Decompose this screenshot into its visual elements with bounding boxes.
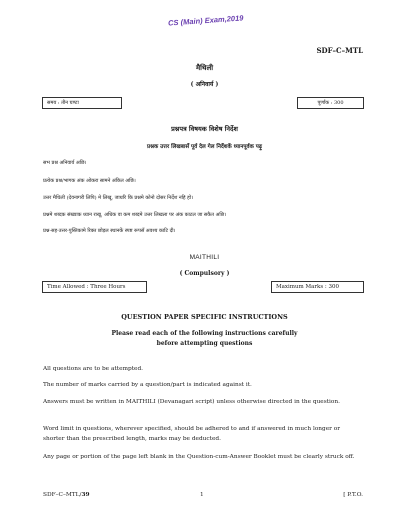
footer-pto: [ P.T.O. <box>343 492 363 498</box>
english-instruction-para: All questions are to be attempted. <box>43 366 144 372</box>
english-instructions-subheading-1: Please read each of the following instructions carefully <box>111 330 298 337</box>
exam-stamp: CS (Main) Exam,2019 <box>167 13 244 28</box>
footer-code-text: SDF–C–MTL/ <box>43 492 82 498</box>
english-time-box: Time Allowed : Three Hours <box>42 281 147 293</box>
hindi-subject-title: मैथिली <box>195 63 214 72</box>
hindi-instruction-line: प्रत्येक प्रश्न/भागक अंक ओकरा सामने अंकित अछि। <box>43 178 136 184</box>
english-instruction-para: Answers must be written in MAITHILI (Devanagari script) unless otherwise directed in the question. <box>43 399 340 405</box>
hindi-instructions-subheading: प्रश्नक उत्तर लिखबासँ पूर्व देल गेल निर्देशकें ध्यानपूर्वक पढ़ू <box>147 144 262 150</box>
hindi-instruction-line: प्रश्नमे शब्दक संख्याक ध्यान राखू, अधिक वा कम शब्दमे उत्तर लिखला पर अंक काटल जा सकैत अछि। <box>43 212 227 218</box>
english-compulsory-label: ( Compulsory ) <box>179 270 230 277</box>
english-marks-box: Maximum Marks : 300 <box>271 281 364 293</box>
hindi-compulsory-label: ( अनिवार्य ) <box>190 81 219 88</box>
english-instructions-subheading-2: before attempting questions <box>156 340 253 347</box>
hindi-instruction-line: प्रश्न-सह-उत्तर-पुस्तिकामे रिक्त छोड़ल स्थानकें स्पष्ट रूपसँ अवश्य काटि दी। <box>43 228 176 234</box>
english-instruction-para: Any page or portion of the page left blank in the Question-cum-Answer Booklet must be clearly struck off. <box>43 454 355 460</box>
hindi-instruction-line: सभ प्रश्न अनिवार्य अछि। <box>43 160 87 166</box>
english-instruction-para: Word limit in questions, wherever specified, should be adhered to and if answered in much longer or shorter than the prescribed length, marks may be deducted. <box>43 426 341 442</box>
footer-page-number: 1 <box>200 492 204 498</box>
footer-paper-code <box>43 492 90 498</box>
hindi-instructions-heading: प्रश्नपत्र विषयक विशेष निर्देश <box>171 125 238 133</box>
english-subject-title: MAITHILI <box>189 254 220 261</box>
english-instructions-heading: QUESTION PAPER SPECIFIC INSTRUCTIONS <box>121 313 288 321</box>
hindi-instruction-line: उत्तर मैथिली (देवनागरी लिपि) मे लिखू, जाधरि कि प्रश्नमे कोनो दोसर निर्देश नहि हो। <box>43 195 194 201</box>
hindi-time-box: समय : तीन घण्टा <box>42 97 122 109</box>
english-instruction-para: The number of marks carried by a question/part is indicated against it. <box>43 382 252 388</box>
paper-code: SDF–C–MTL <box>316 46 363 55</box>
footer-code-number: 39 <box>81 492 90 498</box>
hindi-marks-box: पूर्णांक : 300 <box>297 97 364 109</box>
